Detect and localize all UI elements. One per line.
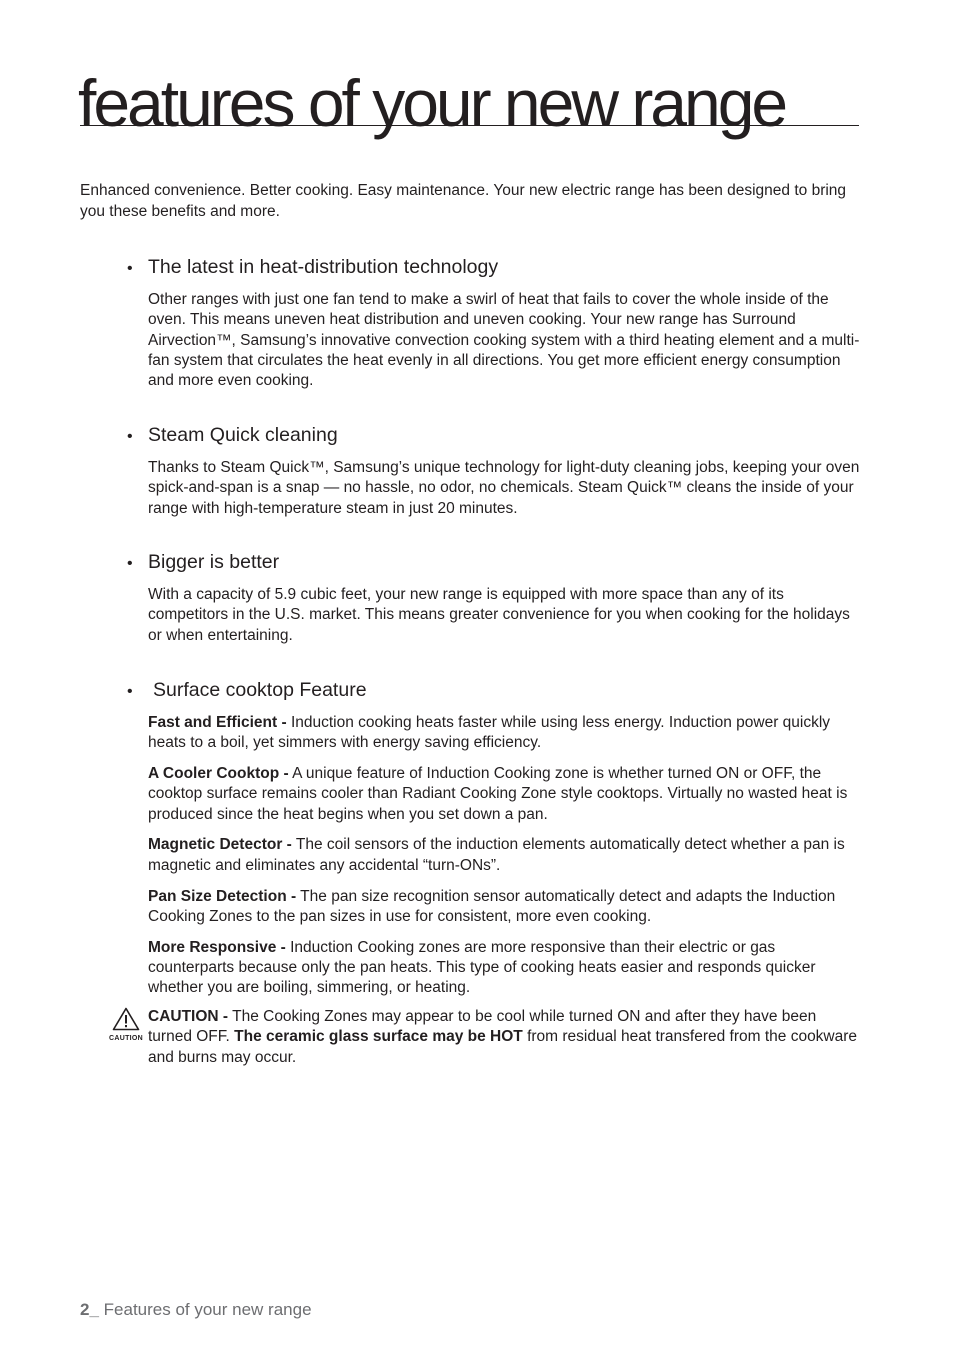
section-heading: • The latest in heat-distribution technology (127, 255, 862, 281)
feature-more-responsive: More Responsive - Induction Cooking zones are more responsive than their electric or gas counterparts because only the pan heats. This type of cooking heats easier and responds quicker whether you are boiling, simmering, or heating. (148, 938, 816, 997)
section-body: Other ranges with just one fan tend to make a swirl of heat that fails to cover the whole inside of the oven. This means uneven heat distribution and uneven cooking. Your new range has Surround Airvection™, Samsung’s innovative convection cooking system with a third heating element and a multi-fan system that circulates the heat evenly in all directions. You get more efficient energy consumption and more even cooking. (148, 291, 860, 390)
page-title: features of your new range (78, 66, 786, 140)
feature-cooler-cooktop: A Cooler Cooktop - A unique feature of Induction Cooking zone is whether turned ON or OFF, the cooktop surface remains cooler than Radiant Cooking Zone style cooktops. Virtually no wasted heat is produced since the heat begins when you set down a pan. (148, 765, 848, 823)
footer-label: Features of your new range (98, 1300, 312, 1319)
section-bigger-is-better (127, 550, 862, 646)
bullet-icon: • (127, 555, 133, 572)
intro-paragraph: Enhanced convenience. Better cooking. Easy maintenance. Your new electric range has been designed to bring you these benefits and more. (80, 182, 847, 220)
feature-fast-efficient: Fast and Efficient - Induction cooking heats faster while using less energy. Induction power quickly heats to a boil, yet simmers with energy saving efficiency. (148, 714, 831, 752)
bullet-icon: • (127, 683, 133, 700)
caution-icon (106, 1007, 146, 1042)
caution-text: CAUTION - The Cooking Zones may appear to be cool while turned ON and after they have been turned OFF. The ceramic glass surface may be HOT from residual heat transfered from the cookware and burns may occur. (148, 1008, 858, 1066)
section-heading: • Surface cooktop Feature (127, 678, 862, 704)
section-body: With a capacity of 5.9 cubic feet, your new range is equipped with more space than any of its competitors in the U.S. market. This means greater convenience for you when cooking for the holidays or when entertaining. (148, 586, 850, 644)
section-heading: • Bigger is better (127, 550, 862, 576)
bullet-icon: • (127, 260, 133, 277)
section-heading: • Steam Quick cleaning (127, 423, 862, 449)
page-number: 2_ (80, 1300, 99, 1319)
page-footer (80, 1300, 312, 1320)
section-heat-distribution (127, 255, 862, 391)
section-body: Thanks to Steam Quick™, Samsung’s unique technology for light-duty cleaning jobs, keeping your oven spick-and-span is a snap — no hassle, no odor, no chemicals. Steam Quick™ cleans the inside of your range with high-temperature steam in just 20 minutes. (148, 459, 860, 517)
feature-magnetic-detector: Magnetic Detector - The coil sensors of the induction elements automatically detect whether a pan is magnetic and eliminates any accidental “turn-ONs”. (148, 836, 845, 874)
feature-pan-size-detection: Pan Size Detection - The pan size recognition sensor automatically detect and adapts the Induction Cooking Zones to the pan sizes in use for consistent, more even cooking. (148, 887, 836, 925)
section-steam-quick (127, 423, 862, 519)
warning-triangle-icon (112, 1007, 140, 1031)
caution-icon-caption: CAUTION (109, 1035, 143, 1042)
title-rule (80, 125, 859, 126)
caution-block (106, 1007, 862, 1068)
section-surface-cooktop (127, 678, 862, 1009)
bullet-icon: • (127, 428, 133, 445)
